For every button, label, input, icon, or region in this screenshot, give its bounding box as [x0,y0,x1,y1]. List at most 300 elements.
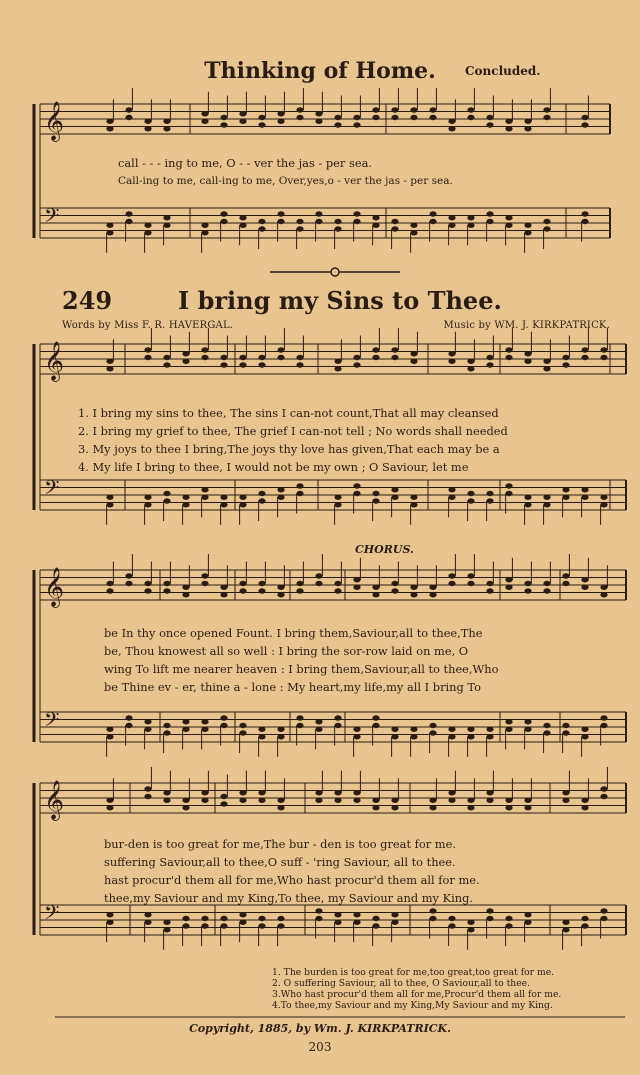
note-head [524,359,531,364]
words-credit: Words by Miss F. R. HAVERGAL. [62,320,234,331]
note-head [144,794,151,799]
note-head [239,355,246,360]
note-head [448,223,455,228]
note-head [391,487,398,492]
note-head [467,573,474,578]
note-head [467,491,474,496]
note-head [467,215,474,220]
note-head [220,723,227,728]
note-head [106,588,113,593]
note-head [543,366,550,371]
note-head [372,347,379,352]
note-head [429,730,436,735]
note-head [125,219,132,224]
note-head [600,715,607,720]
note-head [106,119,113,124]
note-head [277,585,284,590]
note-head [277,592,284,597]
note-head [562,495,569,500]
note-head [486,798,493,803]
note-head [106,366,113,371]
note-head [562,798,569,803]
note-head [182,592,189,597]
note-head [581,734,588,739]
note-head [372,115,379,120]
note-head [467,920,474,925]
note-head [277,798,284,803]
note-head [296,491,303,496]
note-head [258,362,265,367]
note-head [220,585,227,590]
note-head [296,219,303,224]
divider-ornament [331,268,339,276]
note-head [277,111,284,116]
note-head [258,226,265,231]
note-head [201,487,208,492]
note-head [220,122,227,127]
note-head [372,107,379,112]
verse-line: bur-den is too great for me,The bur - den is too great for me. [104,837,456,851]
note-head [353,577,360,582]
note-head [486,491,493,496]
note-head [467,366,474,371]
note-head [239,588,246,593]
treble-clef-icon: 𝄞 [44,341,65,381]
note-head [296,581,303,586]
note-head [353,790,360,795]
note-head [144,502,151,507]
note-head [391,495,398,500]
note-head [353,798,360,803]
note-head [372,355,379,360]
note-head [353,115,360,120]
note-head [505,223,512,228]
note-head [429,916,436,921]
note-head [600,355,607,360]
note-head [372,592,379,597]
note-head [220,115,227,120]
note-head [505,798,512,803]
note-head [182,719,189,724]
note-head [201,798,208,803]
note-head [201,495,208,500]
note-head [372,498,379,503]
note-head [372,585,379,590]
note-head [543,107,550,112]
note-head [334,581,341,586]
note-head [163,920,170,925]
note-head [144,126,151,131]
note-head [562,730,569,735]
note-head [201,573,208,578]
concluded-label: Concluded. [465,64,541,78]
chorus-label: CHORUS. [355,543,414,556]
note-head [391,581,398,586]
verse-line: suffering Saviour,all to thee,O suff - 'ring Saviour, all to thee. [104,855,456,869]
note-head [467,798,474,803]
note-head [410,592,417,597]
note-head [315,219,322,224]
note-head [163,581,170,586]
note-head [467,734,474,739]
note-head [106,798,113,803]
note-head [315,719,322,724]
verse-line: thee,my Saviour and my King,To thee, my Saviour and my King. [104,891,474,905]
note-head [106,359,113,364]
note-head [258,727,265,732]
copyright-line: Copyright, 1885, by Wm. J. KIRKPATRICK. [189,1022,451,1035]
note-head [239,920,246,925]
note-head [543,588,550,593]
note-head [486,790,493,795]
note-head [524,798,531,803]
note-head [353,734,360,739]
note-head [182,798,189,803]
note-head [467,107,474,112]
note-head [353,219,360,224]
note-head [182,502,189,507]
note-head [410,502,417,507]
note-head [524,920,531,925]
verse-line: 2. I bring my grief to thee, The grief I can-not tell ; No words shall needed [78,424,508,438]
note-head [334,912,341,917]
note-head [543,723,550,728]
verse-line: wing To lift me nearer heaven : I bring them,Saviour,all to thee,Who [104,662,499,676]
note-head [486,355,493,360]
note-head [144,230,151,235]
verse-line: 4. My life I bring to thee, I would not be my own ; O Saviour, let me [78,460,469,474]
footnote-line: 2. O suffering Saviour, all to thee, O Saviour,all to thee. [272,978,531,989]
note-head [486,122,493,127]
note-head [296,483,303,488]
hymn-number: 249 [62,286,113,315]
note-head [581,219,588,224]
note-head [144,727,151,732]
note-head [448,798,455,803]
note-head [296,588,303,593]
note-head [505,491,512,496]
note-head [144,347,151,352]
note-head [448,727,455,732]
note-head [543,359,550,364]
note-head [106,581,113,586]
note-head [448,487,455,492]
note-head [106,230,113,235]
note-head [600,786,607,791]
note-head [258,115,265,120]
note-head [581,211,588,216]
note-head [410,727,417,732]
note-head [125,107,132,112]
note-head [258,581,265,586]
note-head [334,798,341,803]
note-head [486,498,493,503]
note-head [581,115,588,120]
note-head [505,119,512,124]
note-head [201,727,208,732]
note-head [524,581,531,586]
note-head [486,916,493,921]
note-head [201,119,208,124]
note-head [277,211,284,216]
note-head [467,805,474,810]
verse-line: be In thy once opened Fount. I bring them,Saviour,all to thee,The [104,626,483,640]
note-head [543,730,550,735]
note-head [106,734,113,739]
note-head [163,498,170,503]
note-head [467,498,474,503]
note-head [429,585,436,590]
note-head [581,805,588,810]
note-head [125,115,132,120]
note-head [467,927,474,932]
note-head [277,805,284,810]
note-head [505,719,512,724]
note-head [505,126,512,131]
note-head [144,581,151,586]
note-head [334,219,341,224]
note-head [562,362,569,367]
note-head [505,923,512,928]
note-head [334,790,341,795]
note-head [334,920,341,925]
note-head [239,730,246,735]
note-head [239,495,246,500]
note-head [125,211,132,216]
note-head [448,923,455,928]
treble-clef-icon: 𝄞 [44,780,65,820]
note-head [581,727,588,732]
note-head [581,355,588,360]
note-head [505,916,512,921]
treble-clef-icon: 𝄞 [44,567,65,607]
note-head [163,119,170,124]
note-head [315,727,322,732]
note-head [296,355,303,360]
note-head [201,355,208,360]
note-head [315,211,322,216]
note-head [372,491,379,496]
lyric-line: call - - - ing to me, O - - ver the jas - per sea. [118,156,372,170]
note-head [524,502,531,507]
note-head [144,719,151,724]
note-head [581,798,588,803]
note-head [163,355,170,360]
note-head [334,588,341,593]
note-head [239,790,246,795]
note-head [258,491,265,496]
note-head [334,122,341,127]
note-head [372,916,379,921]
note-head [600,794,607,799]
note-head [106,223,113,228]
note-head [277,219,284,224]
note-head [429,219,436,224]
note-head [201,581,208,586]
note-head [581,577,588,582]
note-head [543,219,550,224]
note-head [448,119,455,124]
note-head [505,355,512,360]
note-head [448,495,455,500]
note-head [334,723,341,728]
note-head [524,351,531,356]
note-head [182,916,189,921]
note-head [315,798,322,803]
note-head [429,592,436,597]
note-head [562,927,569,932]
note-head [163,491,170,496]
note-head [581,487,588,492]
note-head [258,923,265,928]
note-head [353,362,360,367]
note-head [144,119,151,124]
note-head [600,502,607,507]
note-head [562,920,569,925]
note-head [182,495,189,500]
note-head [182,585,189,590]
note-head [562,355,569,360]
note-head [163,223,170,228]
note-head [600,592,607,597]
note-head [410,734,417,739]
note-head [144,786,151,791]
note-head [486,115,493,120]
verse-line: 3. My joys to thee I bring,The joys thy love has given,That each may be a [78,442,500,456]
note-head [334,495,341,500]
note-head [220,801,227,806]
note-head [353,211,360,216]
note-head [125,573,132,578]
note-head [258,798,265,803]
note-head [220,495,227,500]
note-head [429,107,436,112]
note-head [391,107,398,112]
note-head [372,923,379,928]
note-head [334,366,341,371]
note-head [201,230,208,235]
note-head [600,908,607,913]
note-head [296,115,303,120]
note-head [410,585,417,590]
note-head [296,107,303,112]
note-head [391,355,398,360]
note-head [277,495,284,500]
bass-clef-icon: 𝄢 [44,476,60,504]
note-head [391,115,398,120]
note-head [562,723,569,728]
note-head [315,916,322,921]
note-head [239,723,246,728]
note-head [448,790,455,795]
note-head [391,226,398,231]
note-head [467,581,474,586]
note-head [429,908,436,913]
note-head [296,715,303,720]
note-head [543,495,550,500]
note-head [486,727,493,732]
note-head [505,347,512,352]
note-head [524,719,531,724]
note-head [410,115,417,120]
note-head [220,502,227,507]
bass-clef-icon: 𝄢 [44,708,60,736]
note-head [220,916,227,921]
note-head [277,916,284,921]
note-head [600,723,607,728]
note-head [315,573,322,578]
note-head [334,226,341,231]
note-head [372,798,379,803]
note-head [448,126,455,131]
note-head [410,230,417,235]
bass-clef-icon: 𝄢 [44,204,60,232]
note-head [201,790,208,795]
note-head [239,215,246,220]
note-head [334,502,341,507]
note-head [296,226,303,231]
note-head [410,359,417,364]
note-head [106,727,113,732]
note-head [353,122,360,127]
note-head [182,923,189,928]
note-head [163,362,170,367]
note-head [581,347,588,352]
note-head [163,790,170,795]
verse-line: hast procur'd them all for me,Who hast procur'd them all for me. [104,873,480,887]
note-head [239,111,246,116]
note-head [334,715,341,720]
note-head [448,351,455,356]
note-head [581,122,588,127]
verse-line: be, Thou knowest all so well : I bring the sor-row laid on me, O [104,644,469,658]
note-head [467,223,474,228]
note-head [410,495,417,500]
note-head [486,211,493,216]
note-head [391,798,398,803]
note-head [239,912,246,917]
note-head [505,805,512,810]
note-head [467,115,474,120]
note-head [163,798,170,803]
note-head [220,592,227,597]
note-head [353,585,360,590]
note-head [201,347,208,352]
note-head [524,230,531,235]
note-head [372,215,379,220]
verse-line: be Thine ev - er, thine a - lone : My heart,my life,my all I bring To [104,680,481,694]
note-head [391,805,398,810]
note-head [505,483,512,488]
note-head [562,790,569,795]
note-head [163,215,170,220]
note-head [391,734,398,739]
note-head [467,359,474,364]
note-head [182,727,189,732]
note-head [239,502,246,507]
note-head [429,211,436,216]
note-head [543,581,550,586]
note-head [201,923,208,928]
note-head [277,727,284,732]
note-head [144,355,151,360]
note-head [144,912,151,917]
note-head [486,734,493,739]
note-head [220,715,227,720]
note-head [448,215,455,220]
bass-clef-icon: 𝄢 [44,901,60,929]
note-head [543,115,550,120]
